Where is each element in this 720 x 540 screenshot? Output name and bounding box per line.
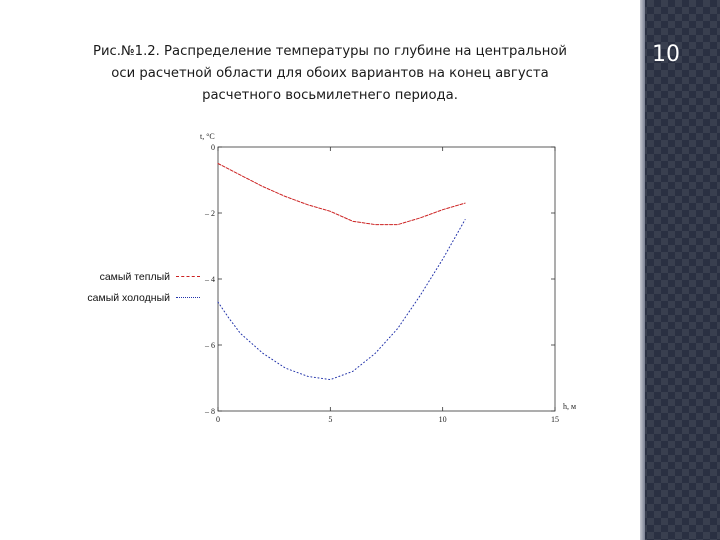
y-tick-label: – 2 xyxy=(205,209,215,218)
x-tick-label: 5 xyxy=(328,415,333,424)
caption-line-1: Рис.№1.2. Распределение температуры по глубине на центральной xyxy=(93,44,567,59)
legend-label-warm: самый теплый xyxy=(99,270,170,283)
y-tick-label: – 6 xyxy=(205,341,215,350)
legend-label-cold: самый холодный xyxy=(87,291,170,304)
y-tick-label: – 8 xyxy=(205,407,215,416)
plot-area-frame xyxy=(218,147,555,411)
decorative-side-panel xyxy=(640,0,720,540)
caption-line-2: оси расчетной области для обоих вариантов на конец августа xyxy=(111,66,549,81)
y-tick-label: 0 xyxy=(211,143,215,152)
y-axis-label: t, °C xyxy=(200,132,215,141)
x-axis-label: h, м xyxy=(563,402,577,411)
x-tick-label: 15 xyxy=(551,415,559,424)
x-tick-label: 0 xyxy=(216,415,220,424)
y-tick-label: – 4 xyxy=(205,275,215,284)
caption-line-3: расчетного восьмилетнего периода. xyxy=(202,88,458,103)
page-number: 10 xyxy=(652,42,680,67)
series-line-warm xyxy=(218,164,465,225)
x-tick-label: 10 xyxy=(438,415,447,424)
series-line-cold xyxy=(218,220,465,380)
